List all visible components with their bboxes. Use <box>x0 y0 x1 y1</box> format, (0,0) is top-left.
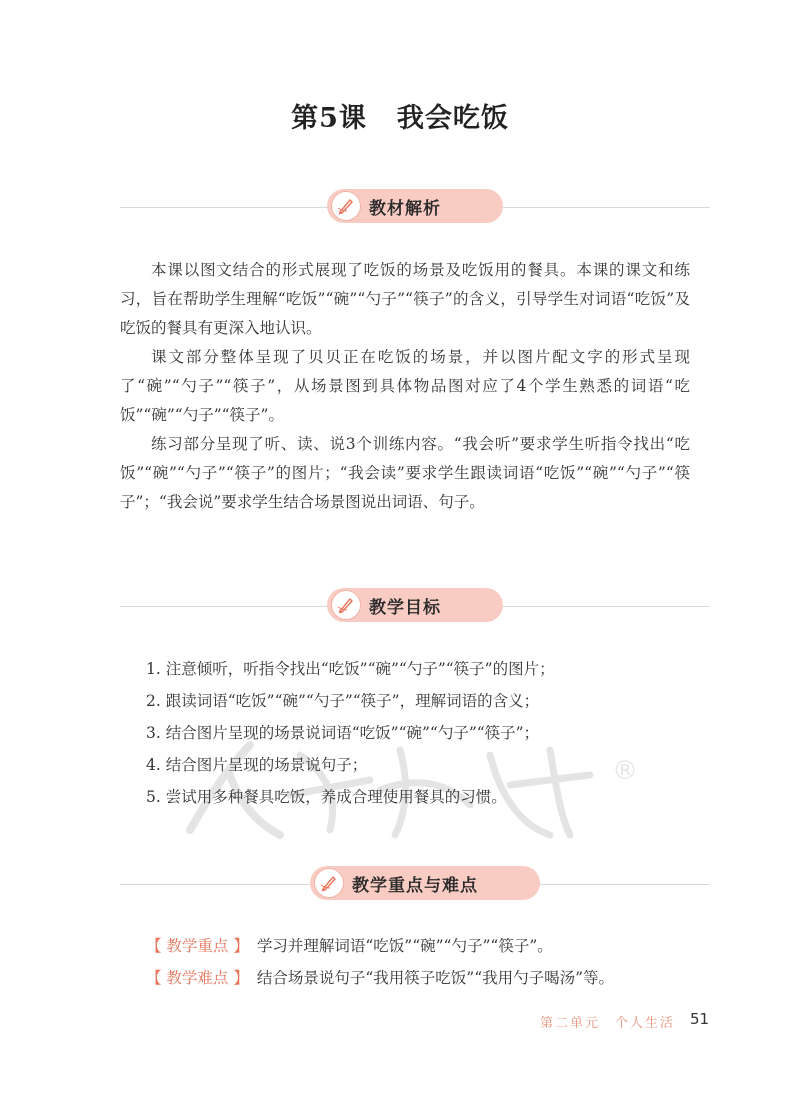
section-title: 教学重点与难点 <box>352 875 478 896</box>
list-item: 5. 尝试用多种餐具吃饭，养成合理使用餐具的习惯。 <box>146 788 507 806</box>
section-pill <box>310 866 540 900</box>
difficult-point-tag: 【 教学难点 】 <box>146 969 249 987</box>
key-point-text: 学习并理解词语“吃饭”“碗”“勺子”“筷子”。 <box>256 937 553 955</box>
difficult-point-row <box>146 966 706 990</box>
lesson-name: 我会吃饭 <box>396 103 509 134</box>
lesson-number: 第5课 <box>291 103 367 134</box>
section-header-key-points <box>120 864 710 904</box>
registered-mark-icon: ® <box>612 756 638 786</box>
section-pill <box>327 189 503 223</box>
footer-unit: 第二单元 个人生活 <box>540 1016 676 1031</box>
section-title: 教学目标 <box>369 597 441 618</box>
pencil-badge-icon <box>331 191 361 221</box>
section-header-goals <box>120 586 710 626</box>
section-pill <box>327 588 503 622</box>
page-number: 51 <box>690 1010 710 1028</box>
analysis-text <box>120 256 690 517</box>
paragraph: 本课以图文结合的形式展现了吃饭的场景及吃饭用的餐具。本课的课文和练习，旨在帮助学生理解“吃饭”“碗”“勺子”“筷子”的含义，引导学生对词语“吃饭”及吃饭的餐具有更深入地认识。 <box>120 261 690 337</box>
pencil-badge-icon <box>314 868 344 898</box>
paragraph: 课文部分整体呈现了贝贝正在吃饭的场景，并以图片配文字的形式呈现了“碗”“勺子”“筷子”，从场景图到具体物品图对应了4个学生熟悉的词语“吃饭”“碗”“勺子”“筷子”。 <box>120 348 690 424</box>
pencil-badge-icon <box>331 590 361 620</box>
key-point-tag: 【 教学重点 】 <box>146 937 249 955</box>
key-point-row <box>146 934 706 958</box>
paragraph: 练习部分呈现了听、读、说3个训练内容。“我会听”要求学生听指令找出“吃饭”“碗”“勺子”“筷子”的图片；“我会读”要求学生跟读词语“吃饭”“碗”“勺子”“筷子”；“我会说”要求学生结合场景图说出词语、句子。 <box>120 435 690 511</box>
goal-list <box>146 653 706 813</box>
list-item: 1. 注意倾听，听指令找出“吃饭”“碗”“勺子”“筷子”的图片； <box>146 660 555 678</box>
section-header-analysis <box>120 187 710 227</box>
difficult-point-text: 结合场景说句子“我用筷子吃饭”“我用勺子喝汤”等。 <box>256 969 615 987</box>
list-item: 4. 结合图片呈现的场景说句子； <box>146 756 368 774</box>
list-item: 3. 结合图片呈现的场景说词语“吃饭”“碗”“勺子”“筷子”； <box>146 724 540 742</box>
list-item: 2. 跟读词语“吃饭”“碗”“勺子”“筷子”，理解词语的含义； <box>146 692 540 710</box>
page-title <box>0 96 800 135</box>
section-title: 教材解析 <box>369 198 441 219</box>
